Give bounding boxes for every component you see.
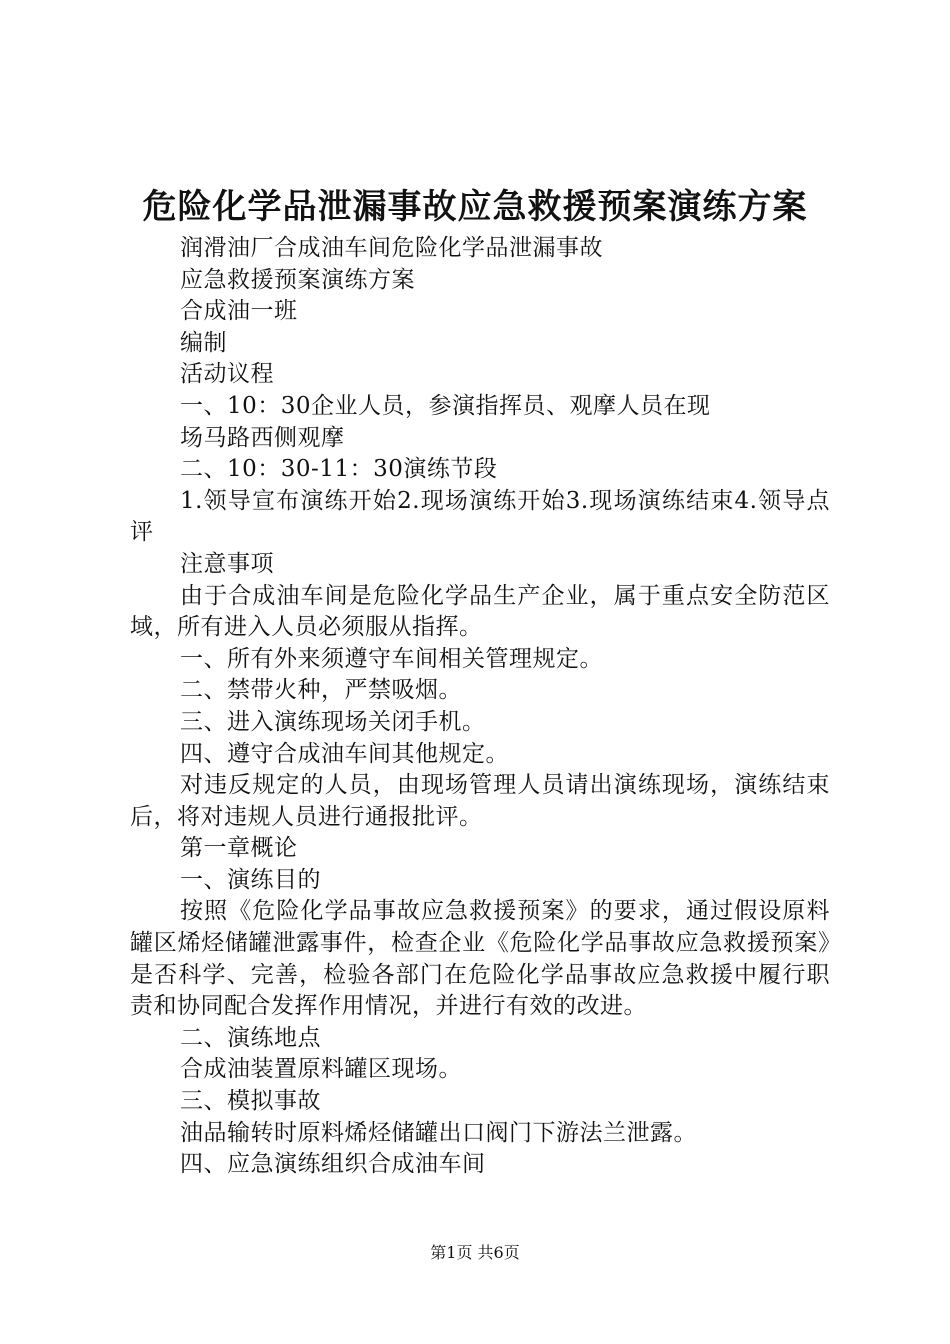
paragraph: 按照《危险化学品事故应急救援预案》的要求，通过假设原料罐区烯烃储罐泄露事件，检查企业《危险化学品事故应急救援预案》是否科学、完善，检验各部门在危险化学品事故应急救援中履行职责和协同配合发挥作用情况，并进行有效的改进。 bbox=[130, 898, 830, 1020]
paragraph: 对违反规定的人员，由现场管理人员请出演练现场，演练结束后，将对违规人员进行通报批评。 bbox=[130, 772, 830, 830]
document-body bbox=[130, 233, 830, 1181]
paragraph: 一、所有外来须遵守车间相关管理规定。 bbox=[180, 645, 603, 672]
paragraph: 四、遵守合成油车间其他规定。 bbox=[180, 740, 509, 767]
section-heading: 注意事项 bbox=[180, 550, 274, 577]
paragraph: 场马路西侧观摩 bbox=[180, 424, 345, 451]
section-heading: 四、应急演练组织合成油车间 bbox=[180, 1151, 486, 1178]
section-heading: 三、模拟事故 bbox=[180, 1088, 321, 1115]
chapter-heading: 第一章概论 bbox=[180, 835, 298, 862]
section-heading: 活动议程 bbox=[180, 361, 274, 388]
paragraph: 润滑油厂合成油车间危险化学品泄漏事故 bbox=[180, 235, 603, 261]
paragraph: 一、10：30企业人员，参演指挥员、观摩人员在现 bbox=[180, 392, 711, 419]
paragraph: 应急救援预案演练方案 bbox=[180, 266, 415, 293]
paragraph: 二、禁带火种，严禁吸烟。 bbox=[180, 677, 462, 704]
section-heading: 二、演练地点 bbox=[180, 1024, 321, 1051]
paragraph: 编制 bbox=[180, 329, 227, 356]
section-heading: 一、演练目的 bbox=[180, 866, 321, 893]
paragraph: 三、进入演练现场关闭手机。 bbox=[180, 708, 486, 735]
paragraph: 合成油装置原料罐区现场。 bbox=[180, 1056, 462, 1083]
paragraph: 1.领导宣布演练开始2.现场演练开始3.现场演练结束4.领导点评 bbox=[130, 487, 830, 546]
paragraph: 合成油一班 bbox=[180, 298, 298, 325]
document-title: 危险化学品泄漏事故应急救援预案演练方案 bbox=[142, 187, 808, 227]
paragraph: 二、10：30-11：30演练节段 bbox=[180, 456, 498, 483]
page-footer: 第1页 共6页 bbox=[430, 1243, 520, 1262]
paragraph: 由于合成油车间是危险化学品生产企业，属于重点安全防范区域，所有进入人员必须服从指挥。 bbox=[130, 582, 830, 641]
paragraph: 油品输转时原料烯烃储罐出口阀门下游法兰泄露。 bbox=[180, 1119, 697, 1146]
